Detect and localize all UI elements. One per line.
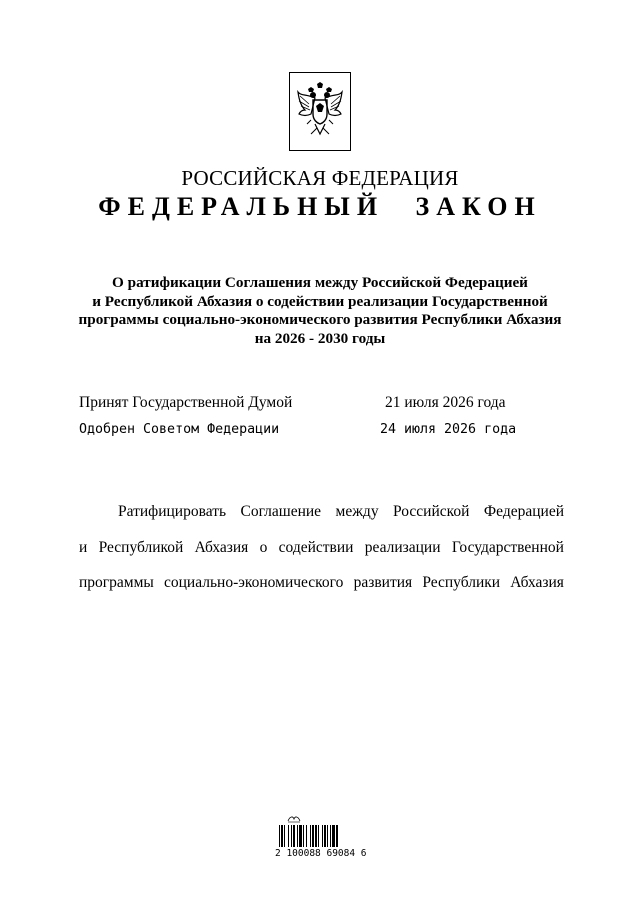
body-word: Соглашение [240,503,322,520]
barcode-bar [281,825,283,847]
barcode-bar [312,825,314,847]
body-word: Российской [393,503,470,520]
approved-date: 24 июля 2026 года [380,422,517,437]
body-word: Ратифицировать [118,503,227,520]
barcode-bar [284,825,285,847]
law-title [60,274,580,348]
body-word: и [79,539,88,556]
body-text-words [79,539,564,557]
body-word: Государственной [451,539,564,556]
country-name: РОССИЙСКАЯ ФЕДЕРАЦИЯ [181,166,459,190]
approved-by-council-label: Одобрен Советом Федерации [79,422,280,437]
body-text-line [79,539,564,557]
barcode-bar [327,825,328,847]
barcode-bar [293,825,295,847]
body-word: Республикой [98,539,184,556]
body-text-words [79,574,564,592]
body-word: о [259,539,268,556]
barcode-bar [297,825,298,847]
body-word: Республики [422,574,501,591]
body-word: Федерацией [483,503,564,520]
coat-of-arms-emblem [289,72,351,151]
barcode-bar [288,825,289,847]
body-word: реализации [364,539,441,556]
stamp-icon [287,815,301,823]
barcode-bar [306,825,307,847]
barcode-bar [318,825,319,847]
barcode-bar [322,825,323,847]
barcode-bar [330,825,331,847]
law-title-line: программы социально-экономического развития Республики Абхазия [78,311,562,328]
barcode-bars [279,825,361,847]
document-type: ФЕДЕРАЛЬНЫЙ ЗАКОН [98,192,542,221]
body-word: Абхазия [510,574,564,591]
barcode-bar [279,825,280,847]
law-title-line: на 2026 - 2030 годы [254,329,386,347]
law-title-line: О ратификации Соглашения между Российской Федерацией [112,274,528,291]
body-word: между [335,503,379,520]
barcode [275,815,365,865]
barcode-bar [303,825,304,847]
body-word: Абхазия [194,539,249,556]
coat-of-arms-icon [297,82,343,140]
barcode-bar [291,825,292,847]
adopted-by-duma-label: Принят Государственной Думой [79,394,293,411]
body-text-words [118,503,564,521]
body-text-line [79,574,564,592]
body-word: социально-экономического [164,574,344,591]
barcode-bar [299,825,302,847]
barcode-bar [336,825,338,847]
barcode-bar [332,825,335,847]
body-word: программы [79,574,154,591]
adopted-date: 21 июля 2026 года [385,394,506,411]
body-word: развития [353,574,413,591]
barcode-bar [324,825,326,847]
body-text-line [118,503,564,521]
barcode-number: 2 100088 69084 6 [275,848,367,859]
barcode-bar [310,825,311,847]
body-word: содействии [278,539,354,556]
barcode-bar [315,825,317,847]
law-title-line: и Республикой Абхазия о содействии реализации Государственной [92,292,548,310]
